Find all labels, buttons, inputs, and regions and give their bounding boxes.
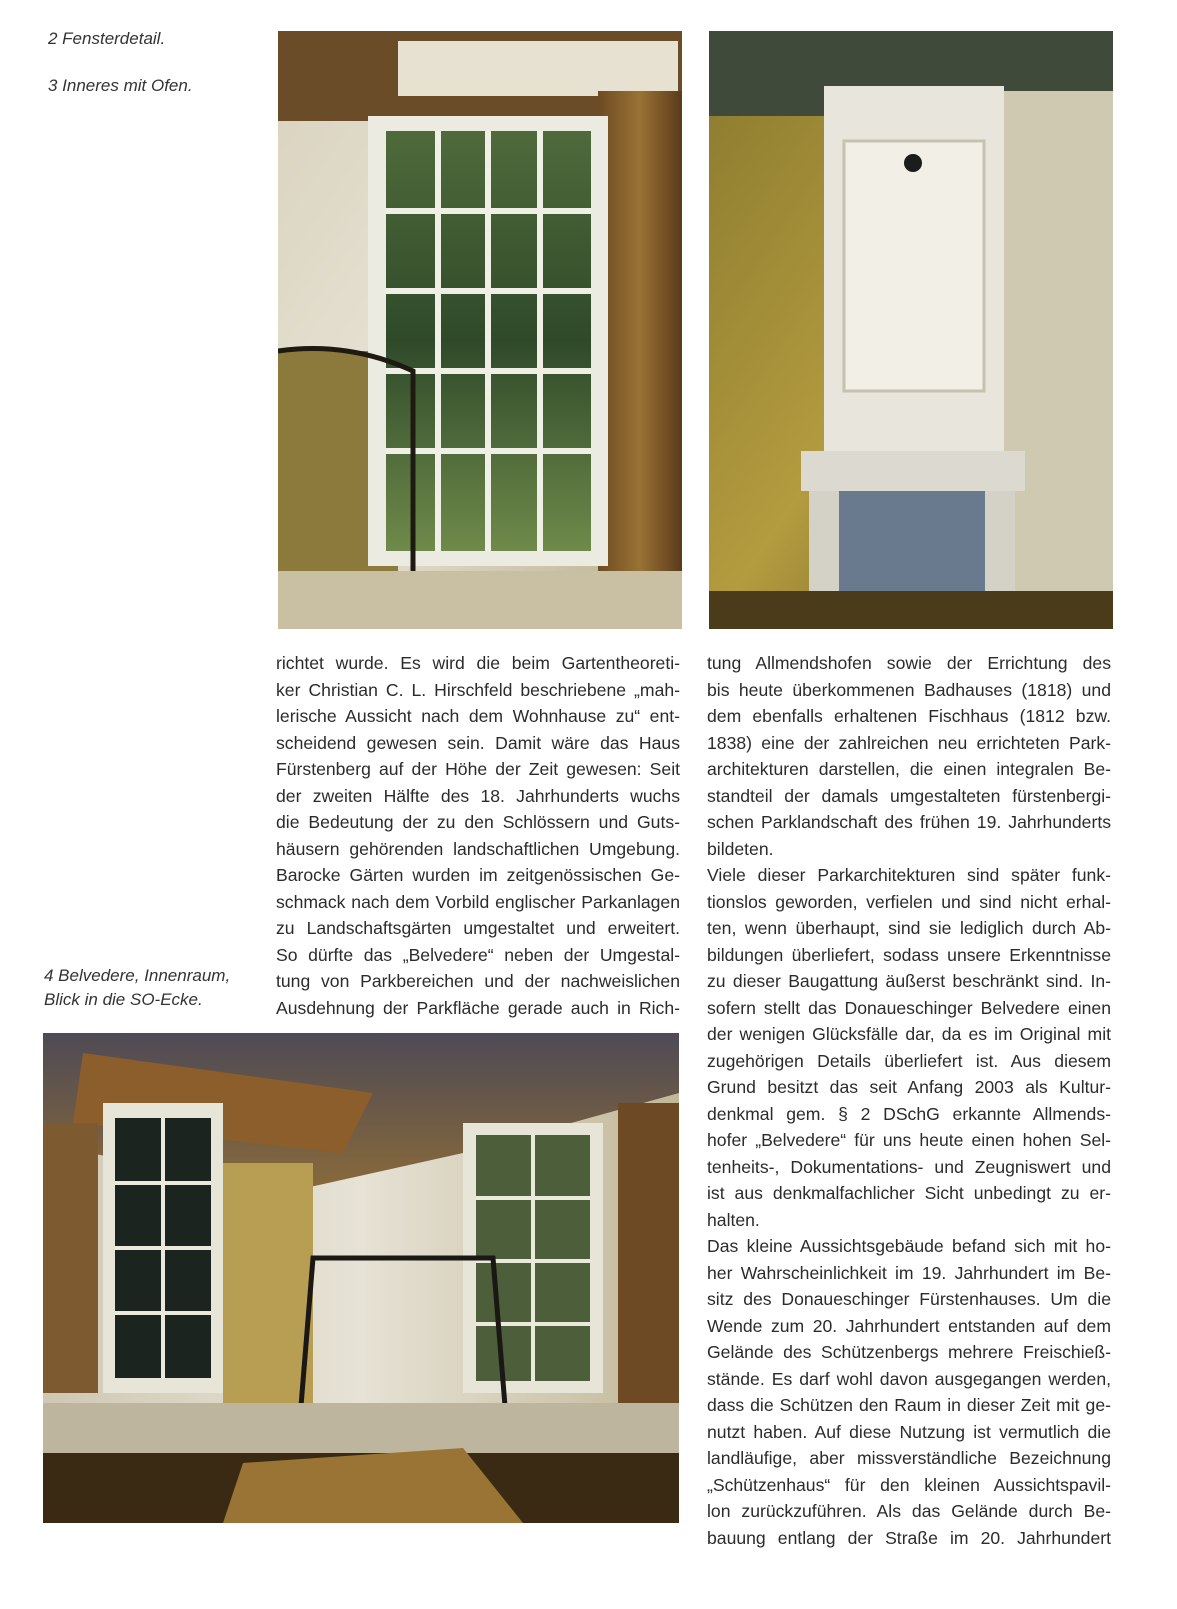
caption-fig3: 3 Inneres mit Ofen. (48, 76, 193, 95)
text-line: richtet wurde. Es wird die beim Gartentheoreti- (276, 653, 680, 673)
text-line: tung Allmendshofen sowie der Errichtung des (707, 653, 1111, 673)
text-line: die Bedeutung der zu den Schlössern und Guts- (276, 812, 680, 832)
text-line: der wenigen Glücksfälle dar, da es im Original mit (707, 1024, 1111, 1044)
text-line: hofer „Belvedere“ für uns heute einen hohen Sel- (707, 1130, 1111, 1150)
text-line: schmack nach dem Vorbild englischer Parkanlagen (276, 891, 680, 912)
text-line: Ausdehnung der Parkfläche gerade auch in Rich- (276, 997, 680, 1018)
text-line: Wende zum 20. Jahrhundert entstanden auf dem (707, 1315, 1111, 1336)
text-line: ker Christian C. L. Hirschfeld beschriebene „mah- (276, 679, 680, 700)
text-line: der zweiten Hälfte des 18. Jahrhunderts wuchs (276, 785, 680, 806)
text-line: ten, wenn überhaupt, sind sie lediglich durch Ab- (707, 918, 1111, 938)
text-line: bis heute überkommenen Badhauses (1818) und (707, 679, 1111, 700)
text-line: zu dieser Baugattung äußerst beschränkt sind. In- (707, 971, 1111, 991)
text-line: zu Landschaftsgärten umgestaltet und erweitert. (276, 918, 680, 938)
text-column-right (707, 650, 1111, 1551)
caption-fig4-line2: Blick in die SO-Ecke. (44, 990, 203, 1009)
text-line: ist aus denkmalfachlicher Sicht unbedingt zu er- (707, 1183, 1111, 1203)
text-line: sofern stellt das Donaueschinger Belvedere einen (707, 997, 1111, 1018)
text-line: schen Parklandschaft des frühen 19. Jahrhunderts (707, 812, 1111, 832)
text-line: lerische Aussicht nach dem Wohnhause zu“ ent- (276, 706, 680, 726)
text-line: tung von Parkbereichen und der nachweislichen (276, 971, 680, 991)
text-line: 1838) eine der zahlreichen neu errichteten Park- (707, 732, 1111, 753)
text-line: Grund besitzt das seit Anfang 2003 als Kultur- (707, 1077, 1111, 1097)
caption-fig4-line1: 4 Belvedere, Innenraum, (44, 966, 231, 985)
text-line: nutzt haben. Auf diese Nutzung ist vermutlich die (707, 1421, 1111, 1442)
text-line: dass die Schützen den Raum in dieser Zeit mit ge- (707, 1395, 1111, 1415)
text-line: zugehörigen Details überliefert ist. Aus diesem (707, 1050, 1111, 1071)
text-line: Barocke Gärten wurden im zeitgenössischen Ge- (276, 865, 680, 885)
text-line: Viele dieser Parkarchitekturen sind später funk- (707, 865, 1111, 885)
text-line: architekturen darstellen, die einen integralen Be- (707, 759, 1111, 779)
text-line: Fürstenberg auf der Höhe der Zeit gewesen: Seit (276, 759, 680, 779)
caption-fig2: 2 Fensterdetail. (48, 29, 166, 48)
text-line: her Wahrscheinlichkeit im 19. Jahrhundert im Be- (707, 1262, 1111, 1283)
text-line: sitz des Donaueschinger Fürstenhauses. Um die (707, 1289, 1111, 1309)
text-line: bildungen überliefert, sodass unsere Erkenntnisse (707, 944, 1111, 965)
text-line: standteil der damals umgestalteten fürstenbergi- (707, 785, 1111, 806)
text-line: „Schützenhaus“ für den kleinen Aussichtspavil- (707, 1474, 1111, 1495)
text-line: häusern gehörenden landschaftlichen Umgebung. (276, 838, 680, 859)
text-line: halten. (707, 1209, 760, 1230)
text-line: tionslos geworden, verfielen und sind nicht erhal- (707, 891, 1111, 912)
text-line: stände. Es darf wohl davon ausgegangen werden, (707, 1368, 1111, 1389)
text-line: bildeten. (707, 838, 774, 859)
figure-2-window-photo (278, 31, 682, 629)
text-line: landläufige, aber missverständliche Bezeichnung (707, 1448, 1111, 1468)
text-line: denkmal gem. § 2 DSchG erkannte Allmends- (707, 1103, 1111, 1124)
text-line: Gelände des Schützenbergs mehrere Freischieß- (707, 1342, 1111, 1362)
text-line: scheidend gewesen sein. Damit wäre das Haus (276, 732, 680, 753)
text-line: tenheits-, Dokumentations- und Zeugniswert und (707, 1156, 1111, 1177)
figure-3-stove-photo (709, 31, 1113, 629)
text-line: dem ebenfalls erhaltenen Fischhaus (1812 bzw. (707, 706, 1111, 726)
text-column-left (276, 650, 680, 1021)
text-line: Das kleine Aussichtsgebäude befand sich mit ho- (707, 1236, 1111, 1256)
text-line: So dürfte das „Belvedere“ neben der Umgestal- (276, 944, 680, 965)
figure-4-interior-photo (43, 1033, 679, 1523)
text-line: lon zurückzuführen. Als das Gelände durch Be- (707, 1501, 1111, 1521)
text-line: bauung entlang der Straße im 20. Jahrhundert (707, 1527, 1111, 1548)
